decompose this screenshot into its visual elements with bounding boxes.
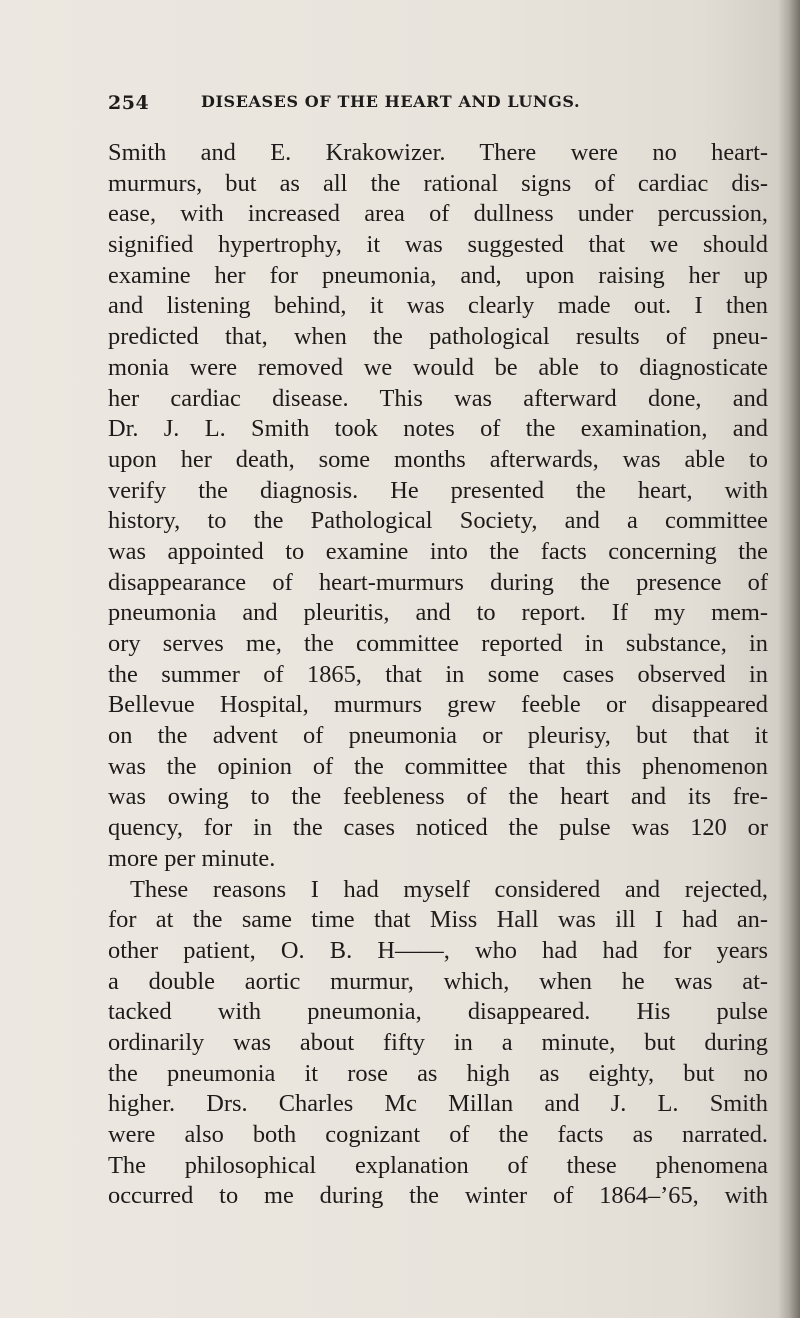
text-line: her cardiac disease. This was afterward done, and [108,384,768,412]
page-header [108,92,788,118]
running-head: DISEASES OF THE HEART AND LUNGS. [201,92,581,111]
text-line: verify the diagnosis. He presented the heart, with [108,476,768,504]
text-line: quency, for in the cases noticed the pulse was 120 or [108,814,768,842]
body-text [108,138,768,1212]
text-line: higher. Drs. Charles Mc Millan and J. L. Smith [108,1090,768,1118]
text-line: upon her death, some months afterwards, was able to [108,445,768,473]
text-line: Bellevue Hospital, murmurs grew feeble or disappeared [108,691,768,719]
text-line: Dr. J. L. Smith took notes of the examination, and [108,415,768,443]
text-line: was appointed to examine into the facts concerning the [108,537,768,565]
page-number: 254 [108,92,150,114]
text-line: ease, with increased area of dullness under percussion, [108,200,768,228]
text-line: tacked with pneumonia, disappeared. His pulse [108,998,768,1026]
text-line: the pneumonia it rose as high as eighty, but no [108,1059,768,1087]
text-line: other patient, O. B. H——, who had had for years [108,936,768,964]
text-line: the summer of 1865, that in some cases observed in [108,660,768,688]
text-line: monia were removed we would be able to diagnosticate [108,353,768,381]
text-line: on the advent of pneumonia or pleurisy, but that it [108,722,768,750]
text-line: signified hypertrophy, it was suggested that we should [108,231,768,259]
text-line: Smith and E. Krakowizer. There were no heart- [108,139,768,166]
text-line: examine her for pneumonia, and, upon raising her up [108,261,768,289]
text-line: disappearance of heart-murmurs during the presence of [108,568,768,596]
page-edge-shadow [778,0,800,1318]
text-line: history, to the Pathological Society, and a committee [108,507,768,535]
text-line: was the opinion of the committee that this phenomenon [108,752,768,780]
text-line: murmurs, but as all the rational signs of cardiac dis- [108,169,768,197]
text-line: ory serves me, the committee reported in substance, in [108,630,768,657]
text-line: a double aortic murmur, which, when he was at- [108,967,768,995]
paragraph-end-line: more per minute. [108,844,276,872]
text-line: and listening behind, it was clearly made out. I then [108,292,768,320]
text-line: occurred to me during the winter of 1864–’65, with [108,1182,768,1210]
text-line: pneumonia and pleuritis, and to report. If my mem- [108,599,768,627]
text-line: predicted that, when the pathological results of pneu- [108,323,768,351]
text-line: were also both cognizant of the facts as narrated. [108,1121,768,1148]
paragraph-start-line: These reasons I had myself considered and rejected, [130,875,768,903]
text-line: ordinarily was about fifty in a minute, but during [108,1028,768,1056]
text-line: The philosophical explanation of these phenomena [108,1151,768,1179]
text-line: for at the same time that Miss Hall was ill I had an- [108,906,768,934]
text-line: was owing to the feebleness of the heart and its fre- [108,783,768,811]
